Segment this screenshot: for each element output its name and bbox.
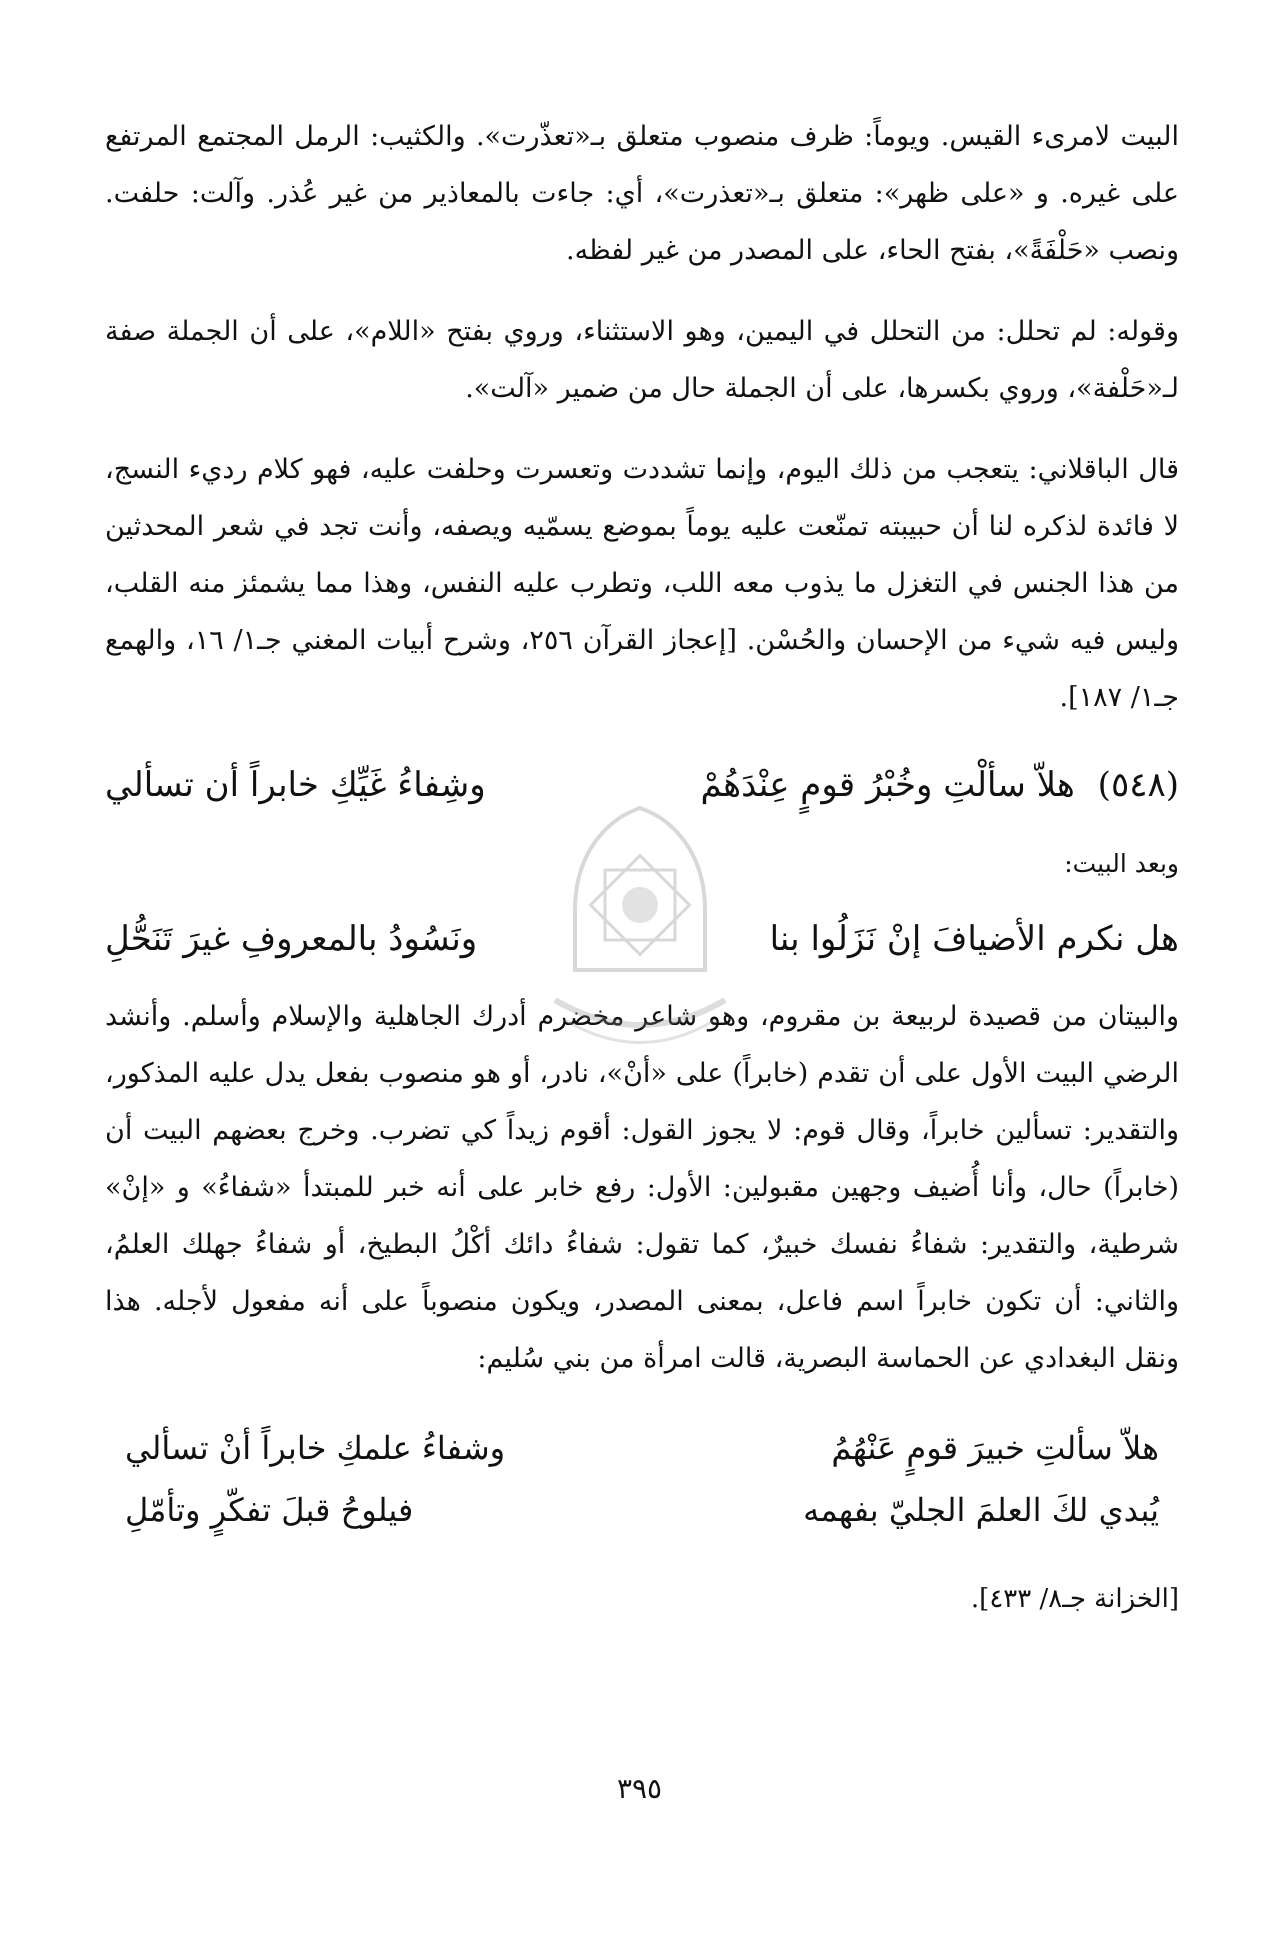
page-number: ٣٩٥ xyxy=(616,1772,663,1805)
verse-following-second-hemistich: ونَسُودُ بالمعروفِ غيرَ تَنَحُّلِ xyxy=(105,919,478,959)
commentary-paragraph-2: وقوله: لم تحلل: من التحلل في اليمين، وهو الاستثناء، وروي بفتح «اللام»، على أن الجملة صفة لـ«حَلْفة»، وروي بكسرها، على أن الجملة حال من ضمير «آلت». xyxy=(105,316,1179,404)
verse-number: (٥٤٨) xyxy=(1097,765,1179,805)
after-verse-label: وبعد البيت: xyxy=(1064,849,1179,878)
verse-548-second-hemistich: وشِفاءُ غَيِّكِ خابراً أن تسألي xyxy=(105,765,486,805)
source-citation: [الخزانة جـ٨/ ٤٣٣]. xyxy=(970,1584,1179,1614)
seal-watermark-icon xyxy=(535,800,745,1060)
hamasa-poem xyxy=(125,1417,1159,1541)
verse-following-first-hemistich: هل نكرم الأضيافَ إنْ نَزَلُوا بنا xyxy=(769,919,1179,959)
poem-line-first-hemistich: هلاّ سألتِ خبيرَ قومٍ عَنْهُمُ xyxy=(831,1429,1159,1467)
poem-line xyxy=(125,1479,1159,1541)
poem-line-second-hemistich: وشفاءُ علمكِ خابراً أنْ تسألي xyxy=(125,1429,506,1467)
verse-548-first-hemistich xyxy=(701,750,1179,820)
poem-line-first-hemistich: يُبدي لكَ العلمَ الجليّ بفهمه xyxy=(803,1491,1159,1529)
verse-548-first-text: هلاّ سألْتِ وخُبْرُ قومٍ عِنْدَهُمْ xyxy=(700,765,1075,805)
commentary-paragraph-1: البيت لامرىء القيس. ويوماً: ظرف منصوب متعلق بـ«تعذّرت». والكثيب: الرمل المجتمع المرتفع على غيره. و «على ظهر»: متعلق بـ«تعذرت»، أي: جاءت بالمعاذير من غير عُذر. وآلت: حلفت. ونصب «حَلْفَةً»، بفتح الحاء، على المصدر من غير لفظه. xyxy=(105,121,1179,266)
explanation-paragraph: والبيتان من قصيدة لربيعة بن مقروم، وهو شاعر مخضرم أدرك الجاهلية والإسلام وأسلم. وأنشد الرضي البيت الأول على أن تقدم (خابراً) على «أنْ»، نادر، أو هو منصوب بفعل يدل عليه المذكور، والتقدير: تسألين خابراً، وقال قوم: لا يجوز القول: أقوم زيداً كي تضرب. وخرج بعضهم البيت أن (خابراً) حال، وأنا أُضيف وجهين مقبولين: الأول: رفع خابر على أنه خبر للمبتدأ «شفاءُ» و «إنْ» شرطية، والتقدير: شفاءُ نفسك خبيرٌ، كما تقول: شفاءُ دائك أكْلُ البطيخ، أو شفاءُ جهلك العلمُ، والثاني: أن تكون خابراً اسم فاعل، بمعنى المصدر، ويكون منصوباً على أنه مفعول لأجله. هذا ونقل البغدادي عن الحماسة البصرية، قالت امرأة من بني سُليم: xyxy=(105,1001,1179,1374)
baqillani-quote-paragraph: قال الباقلاني: يتعجب من ذلك اليوم، وإنما تشددت وتعسرت وحلفت عليه، فهو كلام رديء النسج، لا فائدة لذكره لنا أن حبيبته تمنّعت عليه يوماً بموضع يسمّيه ويصفه، وأنت تجد في شعر المحدثين من هذا الجنس في التغزل ما يذوب معه اللب، وتطرب عليه النفس، وهذا مما يشمئز منه القلب، وليس فيه شيء من الإحسان والحُسْن. [إعجاز القرآن ٢٥٦، وشرح أبيات المغني جـ١/ ١٦، والهمع جـ١/ ١٨٧]. xyxy=(105,454,1179,713)
poem-line-second-hemistich: فيلوحُ قبلَ تفكّرٍ وتأمّلِ xyxy=(125,1491,414,1529)
poem-line xyxy=(125,1417,1159,1479)
